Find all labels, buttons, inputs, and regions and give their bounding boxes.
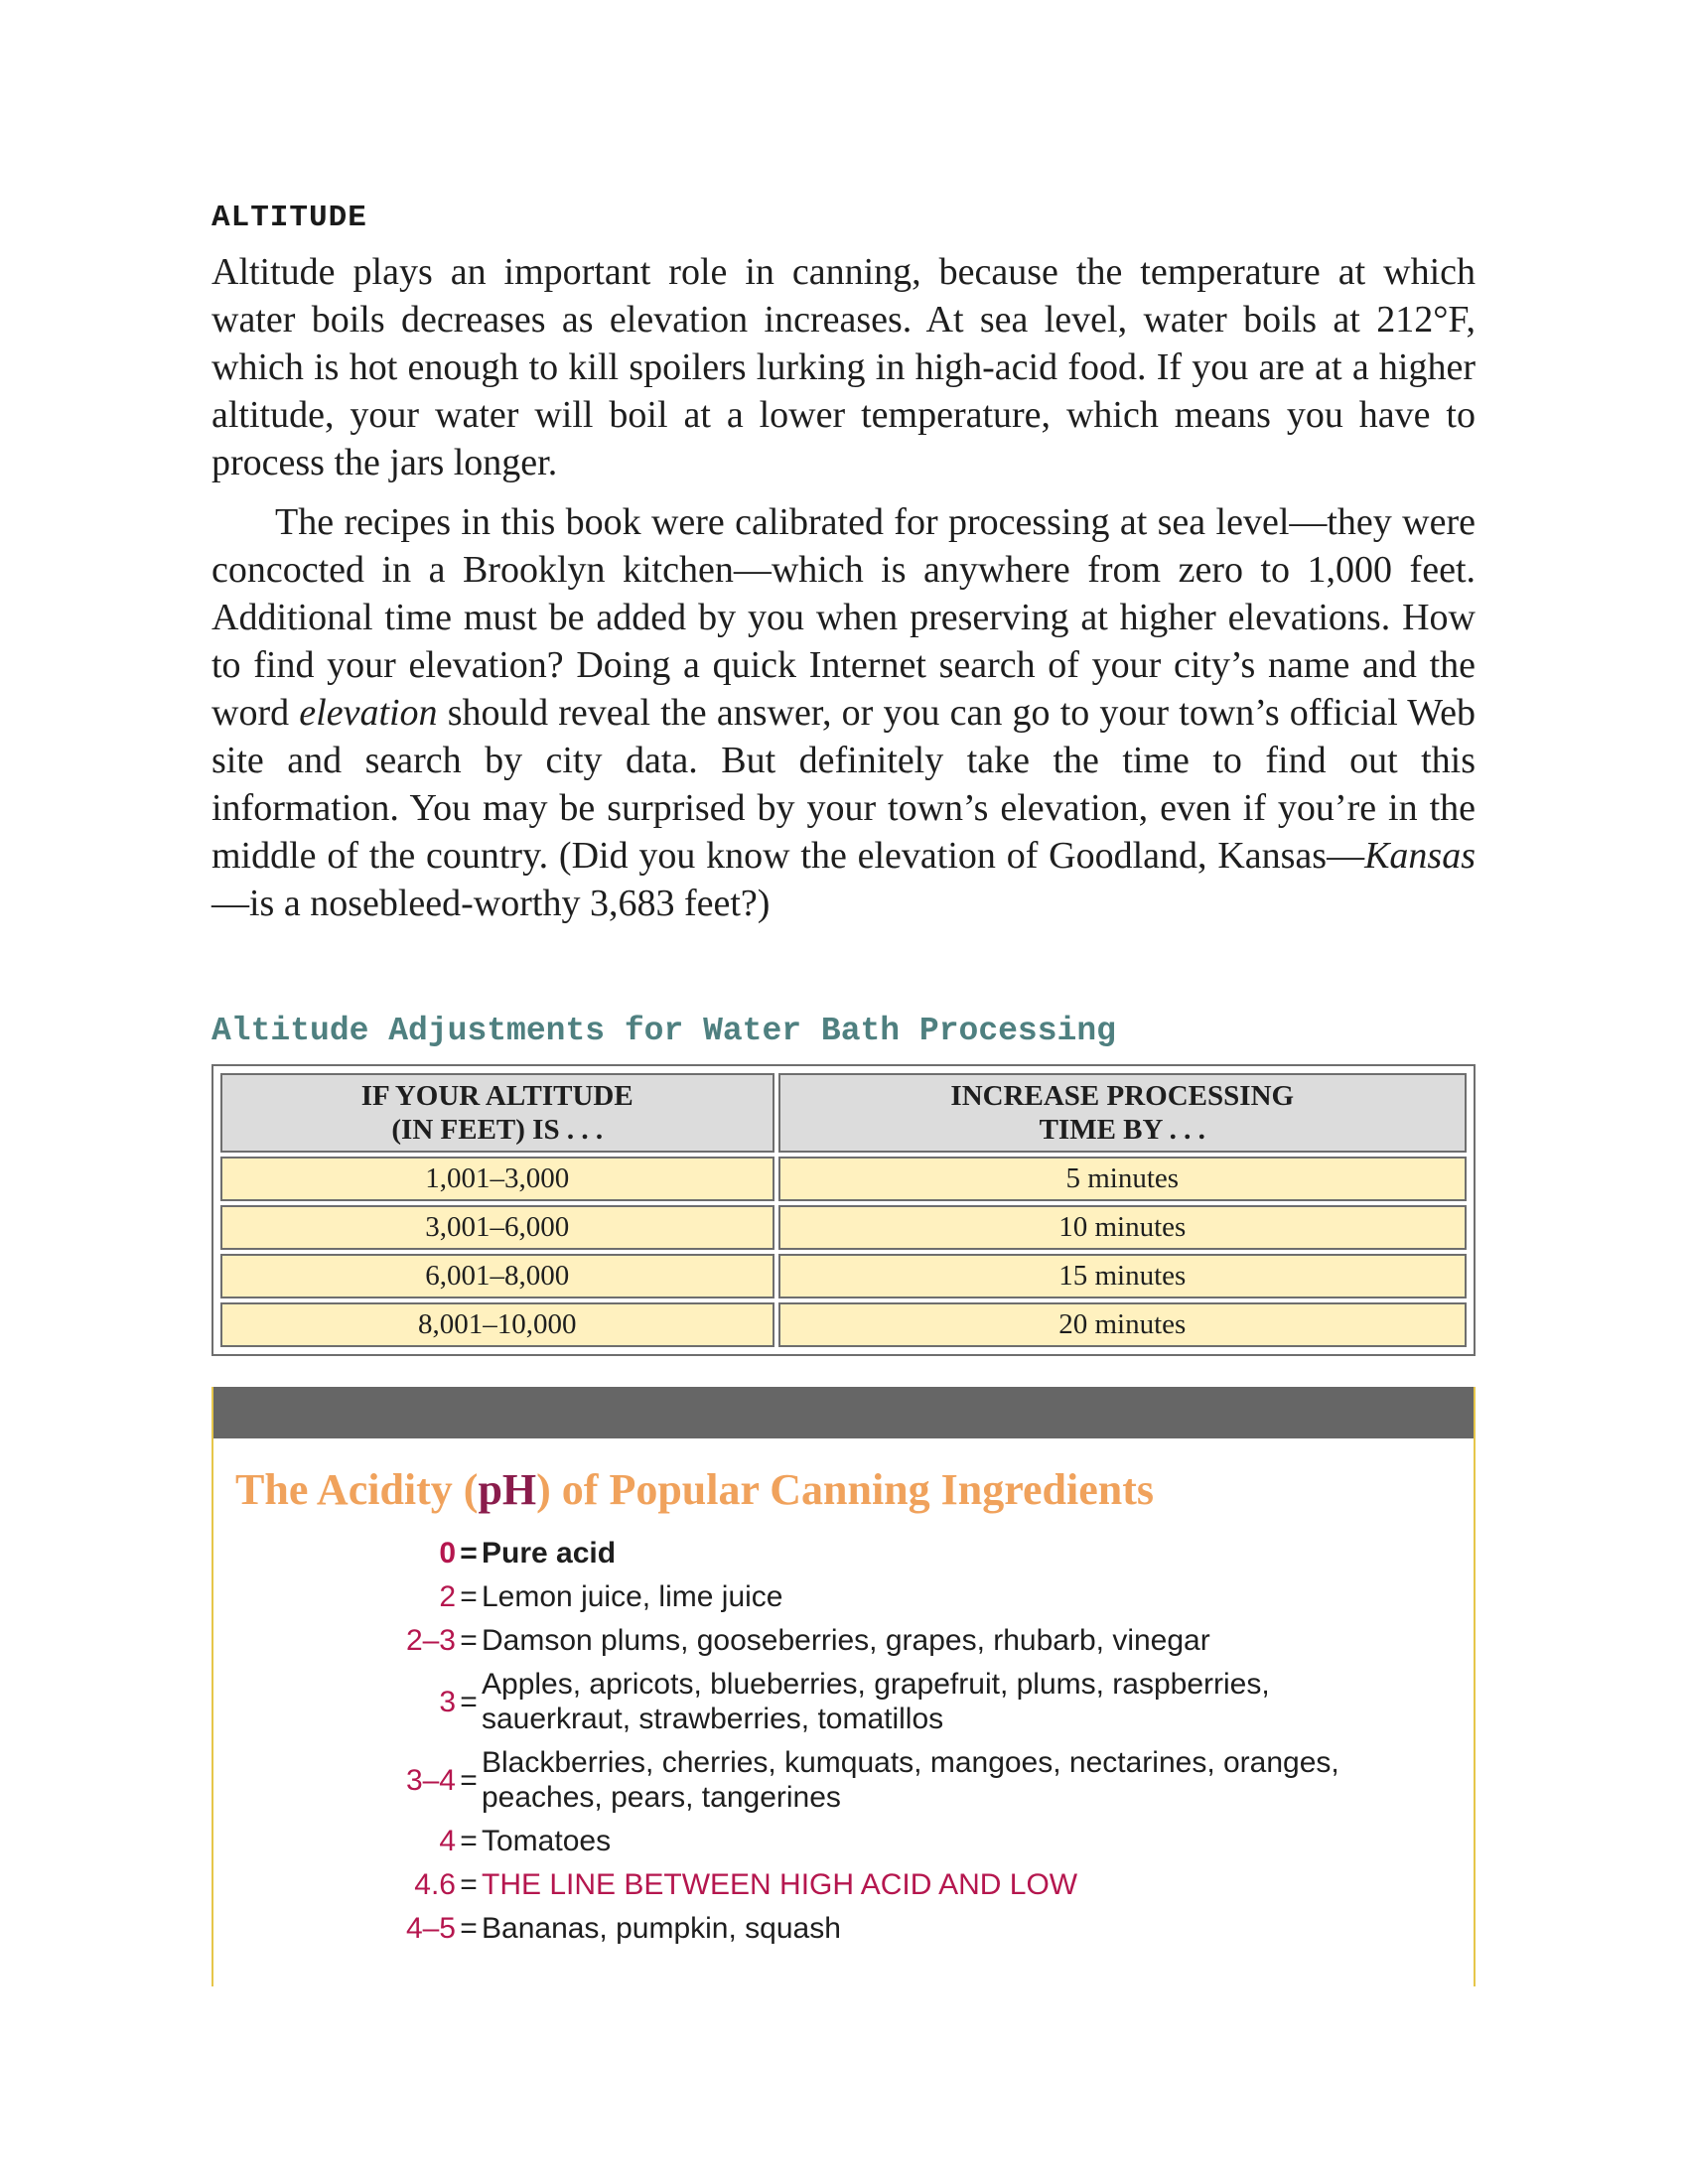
emphasis-kansas: Kansas xyxy=(1364,835,1476,877)
ph-value: 4–5 xyxy=(405,1912,456,1945)
emphasis-elevation: elevation xyxy=(299,692,438,734)
list-item xyxy=(213,1745,1477,1815)
ph-ingredients: Damson plums, gooseberries, grapes, rhubarb, vinegar xyxy=(482,1624,1210,1657)
paragraph-2-part3: —is a nosebleed-worthy 3,683 feet?) xyxy=(211,883,771,924)
ph-value: 3–4 xyxy=(405,1763,456,1797)
time-cell: 5 minutes xyxy=(778,1157,1468,1201)
list-item xyxy=(213,1623,1477,1658)
list-item xyxy=(213,1911,1477,1946)
equals-sign: = xyxy=(460,1624,478,1657)
altitude-cell: 8,001–10,000 xyxy=(220,1302,774,1347)
ph-sidebar-box xyxy=(211,1387,1476,1986)
ph-ingredients: Blackberries, cherries, kumquats, mangoes, nectarines, oranges, peaches, pears, tangerines xyxy=(482,1746,1339,1814)
altitude-cell: 1,001–3,000 xyxy=(220,1157,774,1201)
table-row xyxy=(220,1302,1467,1347)
table-row xyxy=(220,1157,1467,1201)
equals-sign: = xyxy=(460,1825,478,1857)
section-heading: ALTITUDE xyxy=(211,201,367,235)
ph-value: 4 xyxy=(439,1825,456,1857)
ph-ingredients: Apples, apricots, blueberries, grapefruit, plums, raspberries, sauerkraut, strawberries, tomatillos xyxy=(482,1668,1270,1735)
equals-sign: = xyxy=(460,1537,478,1570)
sidebar-header-bar xyxy=(213,1387,1474,1438)
equals-sign: = xyxy=(460,1685,478,1718)
header-altitude: IF YOUR ALTITUDE (IN FEET) IS . . . xyxy=(220,1073,774,1153)
ph-value: 4.6 xyxy=(414,1868,456,1901)
ph-ingredients: Lemon juice, lime juice xyxy=(482,1580,783,1613)
equals-sign: = xyxy=(460,1580,478,1613)
ph-ingredients: Pure acid xyxy=(482,1537,617,1570)
ph-ingredients: Tomatoes xyxy=(482,1825,612,1857)
list-item xyxy=(213,1867,1477,1902)
equals-sign: = xyxy=(460,1868,478,1901)
paragraph-1: Altitude plays an important role in canning, because the temperature at which water boils decreases as elevation increases. At sea level, water boils at 212°F, which is hot enough to kill spoilers lurking in high-acid food. If you are at a higher altitude, your water will boil at a lower temperature, which means you have to process the jars longer. xyxy=(211,251,1476,483)
altitude-table xyxy=(211,1064,1476,1356)
list-item xyxy=(213,1579,1477,1614)
ph-threshold-label: THE LINE BETWEEN HIGH ACID AND LOW xyxy=(482,1868,1078,1901)
ph-value: 2–3 xyxy=(405,1624,456,1657)
list-item xyxy=(213,1667,1477,1736)
ph-value: 2 xyxy=(439,1580,456,1613)
list-item xyxy=(213,1536,1477,1570)
equals-sign: = xyxy=(460,1912,478,1945)
ph-ingredients: Bananas, pumpkin, squash xyxy=(482,1912,841,1945)
header-increase-time: INCREASE PROCESSING TIME BY . . . xyxy=(778,1073,1468,1153)
ph-list xyxy=(213,1536,1477,1955)
altitude-cell: 6,001–8,000 xyxy=(220,1254,774,1298)
time-cell: 20 minutes xyxy=(778,1302,1468,1347)
time-cell: 10 minutes xyxy=(778,1205,1468,1250)
ph-box-title: The Acidity (pH) of Popular Canning Ingredients xyxy=(235,1465,1154,1514)
table-header-row xyxy=(220,1073,1467,1153)
paragraph-2 xyxy=(211,498,1476,927)
paragraph-2-part1: The recipes in this book were calibrated for processing at sea level—they were concocted in a Brooklyn kitchen—which is anywhere from zero to 1,000 feet. Additional time must be added by you when preserving at higher elevations. How to find your elevation? Doing a quick Internet search of your city’s name and the word xyxy=(211,501,1476,734)
equals-sign: = xyxy=(460,1763,478,1797)
ph-value: 0 xyxy=(439,1537,456,1570)
body-text xyxy=(211,248,1476,927)
table-row xyxy=(220,1254,1467,1298)
ph-value: 3 xyxy=(439,1685,456,1718)
list-item xyxy=(213,1824,1477,1858)
table-row xyxy=(220,1205,1467,1250)
altitude-table-title: Altitude Adjustments for Water Bath Processing xyxy=(211,1013,1116,1049)
altitude-cell: 3,001–6,000 xyxy=(220,1205,774,1250)
time-cell: 15 minutes xyxy=(778,1254,1468,1298)
paragraph-2-part2: should reveal the answer, or you can go to your town’s official Web site and search by city data. But definitely take the time to find out this information. You may be surprised by your town’s elevation, even if you’re in the middle of the country. (Did you know the elevation of Goodland, Kansas— xyxy=(211,692,1476,877)
